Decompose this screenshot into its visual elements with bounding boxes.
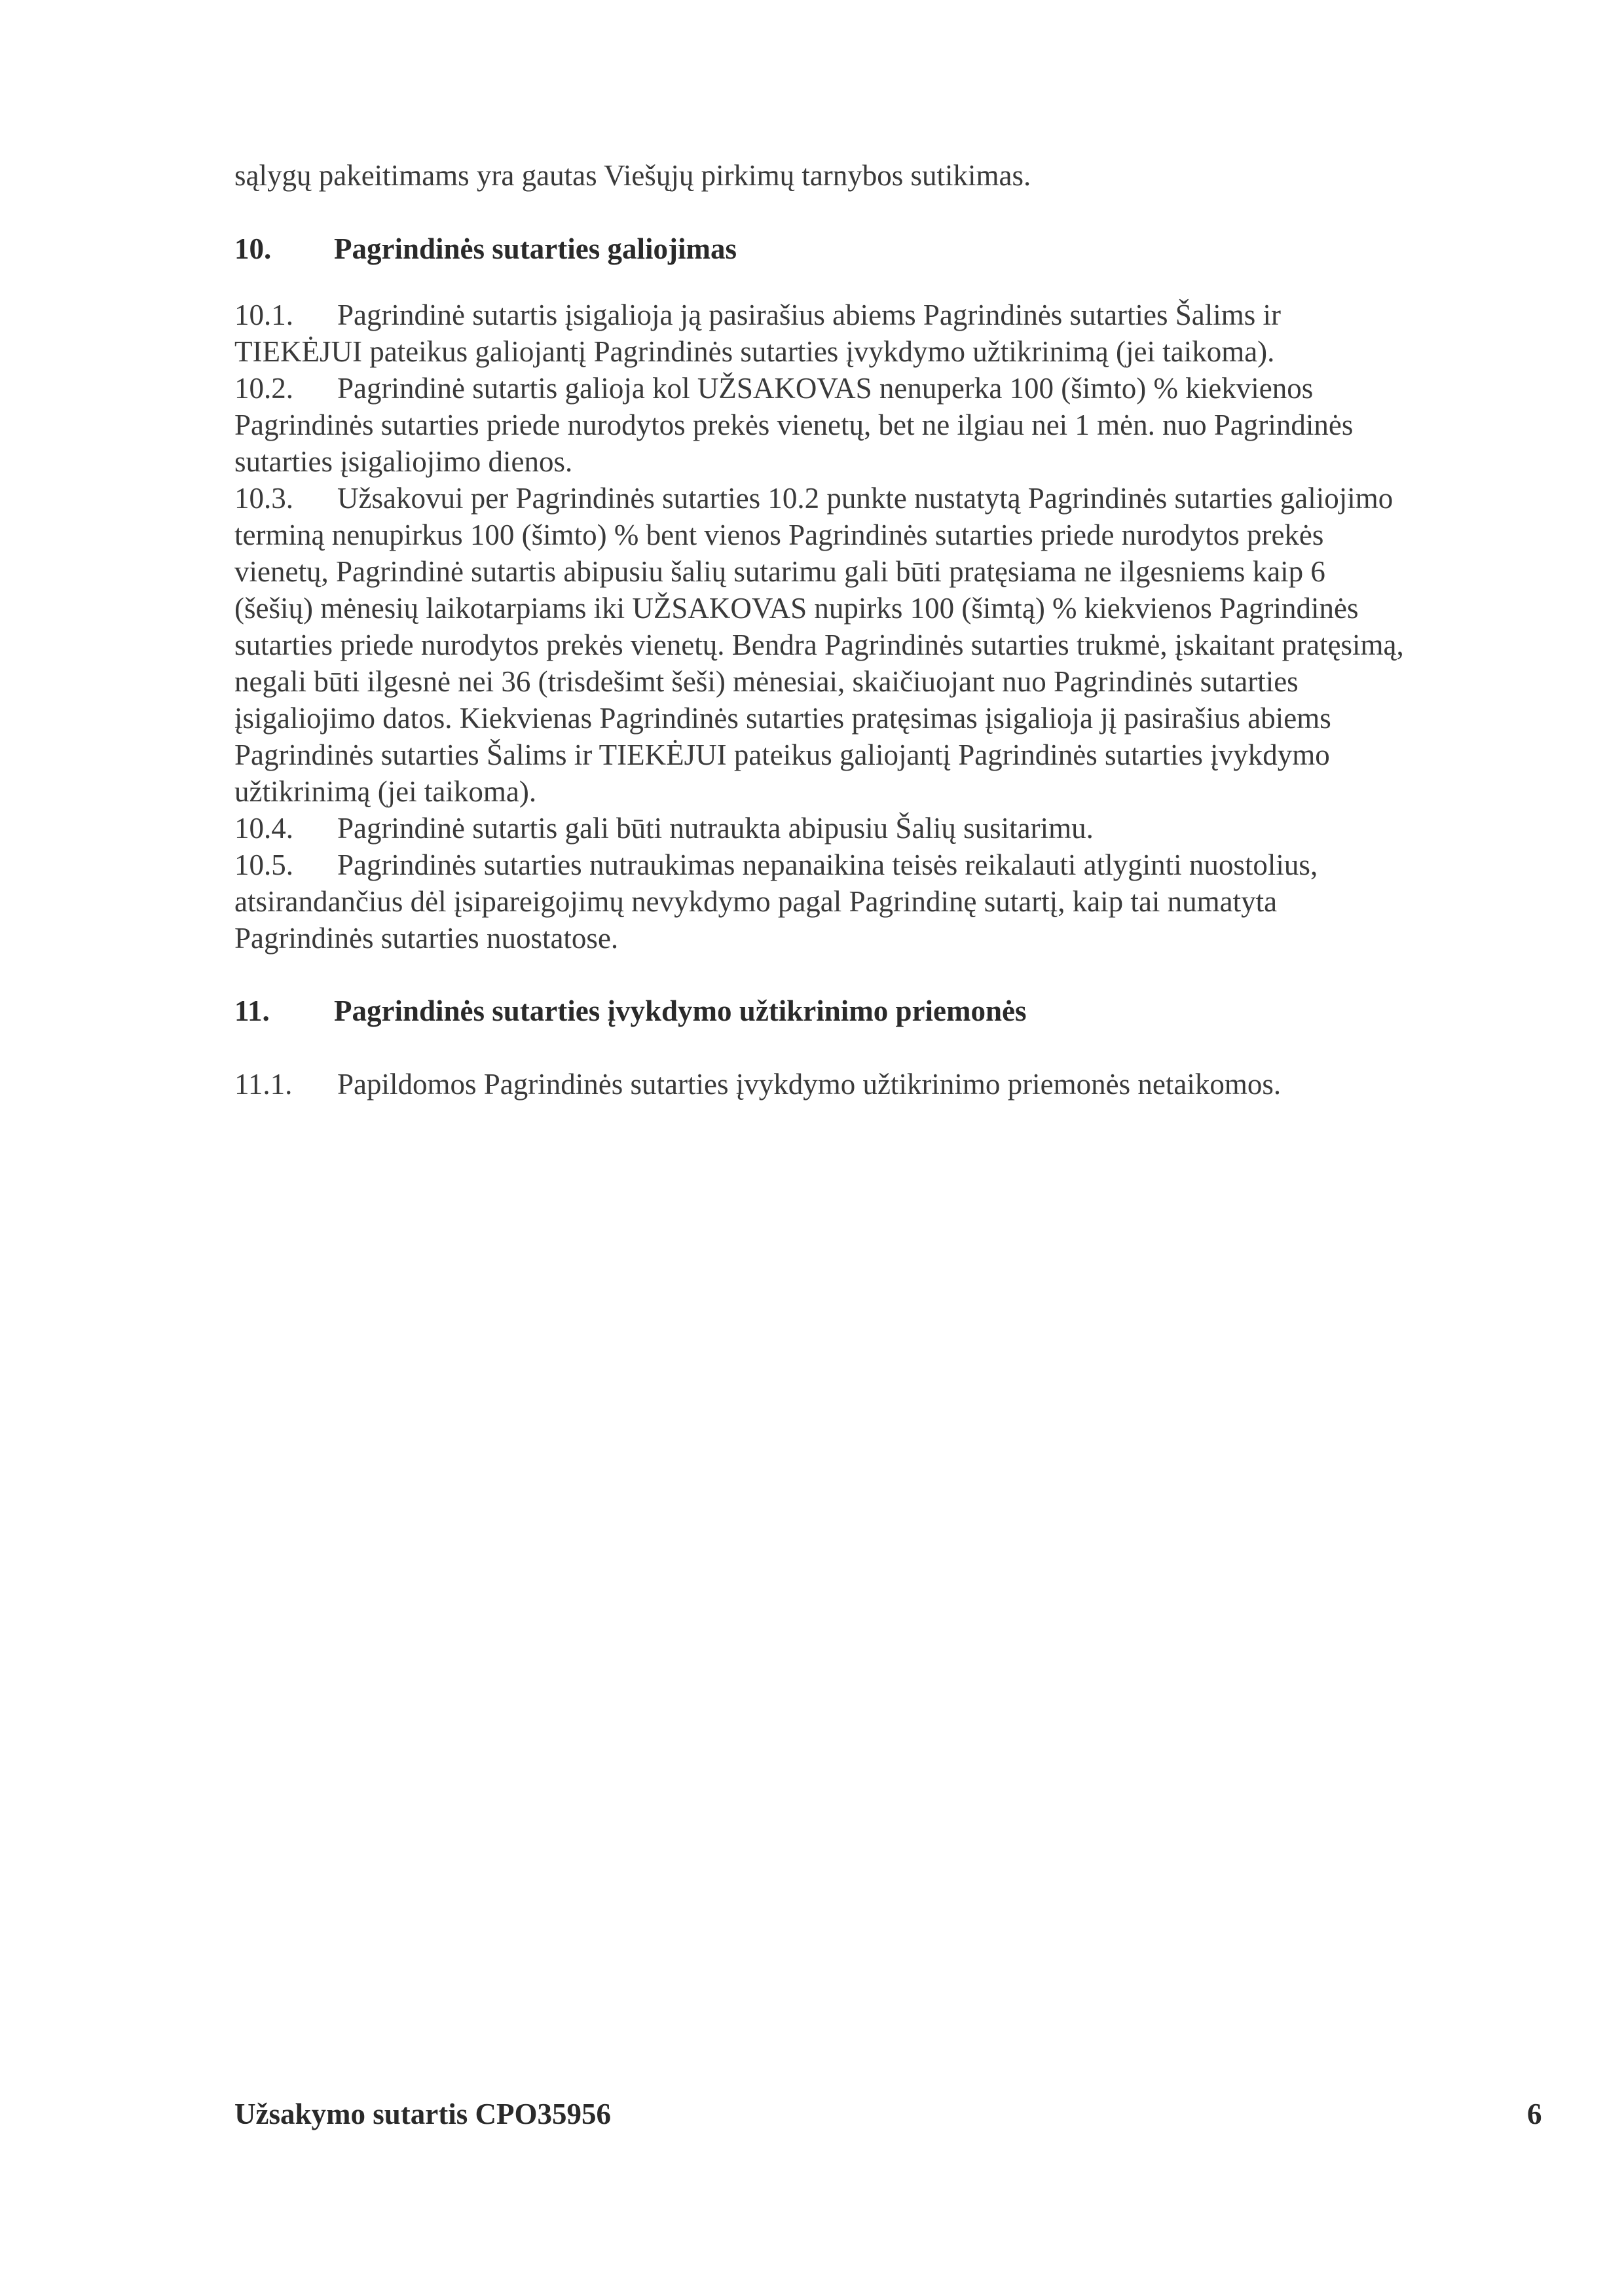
clause-number: 10.2. bbox=[234, 372, 293, 405]
section-11-title: Pagrindinės sutarties įvykdymo užtikrinimo priemonės bbox=[334, 994, 1027, 1027]
clause-text-line: sutarties įsigaliojimo dienos. bbox=[234, 445, 573, 478]
clause-text-line: Papildomos Pagrindinės sutarties įvykdymo užtikrinimo priemonės netaikomos. bbox=[337, 1068, 1282, 1101]
clause-text-line: TIEKĖJUI pateikus galiojantį Pagrindinės sutarties įvykdymo užtikrinimą (jei taikoma). bbox=[234, 335, 1275, 368]
clause-text-line: Pagrindinė sutartis galioja kol UŽSAKOVAS nenuperka 100 (šimto) % kiekvienos bbox=[337, 372, 1314, 405]
clause-number: 10.1. bbox=[234, 299, 293, 331]
clause-text-line: vienetų, Pagrindinė sutartis abipusiu šalių sutarimu gali būti pratęsiama ne ilgesniems kaip 6 bbox=[234, 555, 1325, 588]
footer-title: Užsakymo sutartis CPO35956 bbox=[234, 2098, 611, 2130]
clause-text-line: Pagrindinė sutartis gali būti nutraukta abipusiu Šalių susitarimu. bbox=[337, 812, 1094, 845]
clause-text-line: Pagrindinės sutarties nutraukimas nepanaikina teisės reikalauti atlyginti nuostolius, bbox=[337, 848, 1318, 881]
clause-text-line: terminą nenupirkus 100 (šimto) % bent vienos Pagrindinės sutarties priede nurodytos prekės bbox=[234, 519, 1324, 551]
section-11-number: 11. bbox=[234, 994, 270, 1027]
clause-text-line: negali būti ilgesnė nei 36 (trisdešimt šeši) mėnesiai, skaičiuojant nuo Pagrindinės sutarties bbox=[234, 665, 1299, 698]
clause-text-line: (šešių) mėnesių laikotarpiams iki UŽSAKOVAS nupirks 100 (šimtą) % kiekvienos Pagrindinės bbox=[234, 592, 1359, 625]
clause-text-line: Pagrindinės sutarties nuostatose. bbox=[234, 922, 619, 955]
clause-text-line: Užsakovui per Pagrindinės sutarties 10.2 punkte nustatytą Pagrindinės sutarties galiojimo bbox=[337, 482, 1393, 515]
clause-number: 10.3. bbox=[234, 482, 293, 515]
clause-text-line: Pagrindinė sutartis įsigalioja ją pasirašius abiems Pagrindinės sutarties Šalims ir bbox=[337, 299, 1282, 331]
intro-line: sąlygų pakeitimams yra gautas Viešųjų pirkimų tarnybos sutikimas. bbox=[234, 159, 1031, 192]
section-10-number: 10. bbox=[234, 232, 272, 265]
clause-number: 10.4. bbox=[234, 812, 293, 845]
clause-text-line: Pagrindinės sutarties Šalims ir TIEKĖJUI pateikus galiojantį Pagrindinės sutarties įvykdymo bbox=[234, 738, 1330, 771]
clause-text-line: sutarties priede nurodytos prekės vienetų. Bendra Pagrindinės sutarties trukmė, įskaitant pratęsimą, bbox=[234, 629, 1404, 661]
clause-number: 10.5. bbox=[234, 848, 293, 881]
page-number: 6 bbox=[1527, 2098, 1542, 2130]
clause-text-line: Pagrindinės sutarties priede nurodytos prekės vienetų, bet ne ilgiau nei 1 mėn. nuo Pagrindinės bbox=[234, 409, 1354, 441]
section-10-title: Pagrindinės sutarties galiojimas bbox=[334, 232, 737, 265]
clause-text-line: užtikrinimą (jei taikoma). bbox=[234, 775, 537, 808]
clause-number: 11.1. bbox=[234, 1068, 293, 1101]
clause-text-line: įsigaliojimo datos. Kiekvienas Pagrindinės sutarties pratęsimas įsigalioja jį pasirašius abiems bbox=[234, 702, 1331, 735]
clause-text-line: atsirandančius dėl įsipareigojimų nevykdymo pagal Pagrindinę sutartį, kaip tai numatyta bbox=[234, 885, 1278, 918]
